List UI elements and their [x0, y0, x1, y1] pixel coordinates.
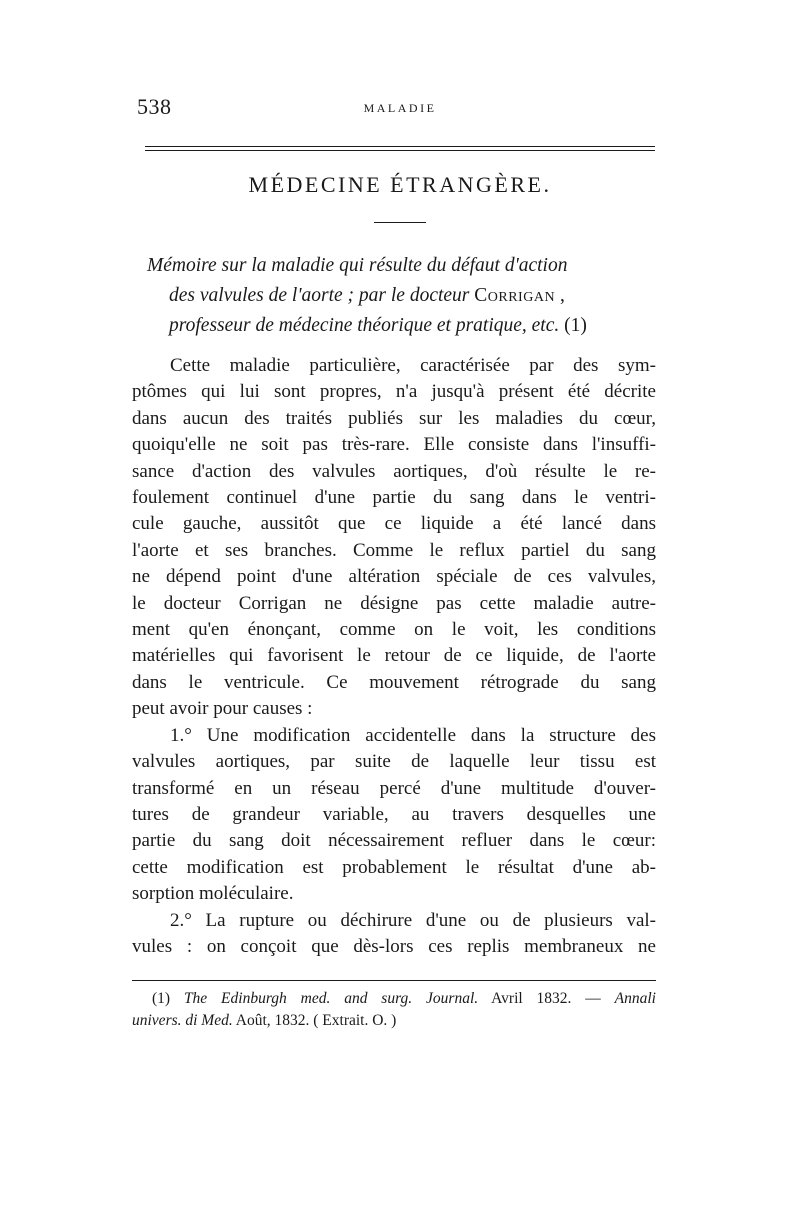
footnote-date-1: Avril 1832. — — [478, 990, 615, 1007]
running-head-title: MALADIE — [363, 101, 437, 115]
article-heading-line-3-text: professeur de médecine théorique et pratique, etc. — [169, 315, 560, 336]
body-line: cette modification est probablement le résultat d'une ab- — [132, 856, 656, 878]
annali-title-end: univers. di Med. — [132, 1012, 233, 1029]
footnote-line-2 — [132, 1010, 656, 1032]
body-line: dans le ventricule. Ce mouvement rétrograde du sang — [132, 671, 656, 693]
body-line: matérielles qui favorisent le retour de ce liquide, de l'aorte — [132, 645, 656, 667]
article-heading-line-1: Mémoire sur la maladie qui résulte du défaut d'action — [147, 255, 568, 276]
footnote-line-1 — [132, 988, 656, 1010]
body-line: sorption moléculaire. — [132, 883, 294, 905]
footnote-marker: (1) — [152, 990, 184, 1007]
body-line: l'aorte et ses branches. Comme le reflux partiel du sang — [132, 539, 656, 561]
body-line: dans aucun des traités publiés sur les maladies du cœur, — [132, 407, 656, 429]
footnote-date-2: Août, 1832. ( Extrait. O. ) — [232, 1012, 397, 1029]
body-line: valvules aortiques, par suite de laquelle leur tissu est — [132, 751, 656, 773]
article-heading — [147, 251, 667, 341]
body-line: ne dépend point d'une altération spéciale de ces valvules, — [132, 566, 656, 588]
body-line: Cette maladie particulière, caractérisée par des sym- — [170, 355, 656, 376]
footnote-reference: (1) — [559, 315, 587, 336]
header-double-rule — [145, 146, 655, 151]
body-line: ptômes qui lui sont propres, n'a jusqu'à présent été décrite — [132, 381, 656, 403]
body-line: peut avoir pour causes : — [132, 698, 313, 720]
body-line: transformé en un réseau percé d'une multitude d'ouver- — [132, 777, 656, 799]
body-line: quoiqu'elle ne soit pas très-rare. Elle consiste dans l'insuffi- — [132, 434, 656, 456]
journal-title: The Edinburgh med. and surg. Journal. — [183, 990, 479, 1007]
body-line: partie du sang doit nécessairement refluer dans le cœur: — [132, 830, 656, 852]
author-name: Corrigan — [474, 285, 556, 306]
page-number: 538 — [137, 94, 172, 119]
title-rule — [374, 222, 426, 223]
body-line: ment qu'en énonçant, comme on le voit, les conditions — [132, 619, 656, 641]
article-heading-line-2-text: des valvules de l'aorte ; par le docteur — [169, 285, 475, 306]
body-line: cule gauche, aussitôt que ce liquide a été lancé dans — [132, 513, 656, 535]
body-line: le docteur Corrigan ne désigne pas cette maladie autre- — [132, 592, 656, 614]
body-line: foulement continuel d'une partie du sang dans le ventri- — [132, 487, 656, 509]
body-text — [132, 353, 656, 960]
body-line: 1.° Une modification accidentelle dans la structure des — [170, 724, 656, 746]
body-line: tures de grandeur variable, au travers desquelles une — [132, 803, 656, 825]
footnote-rule — [132, 980, 656, 981]
article-heading-line-2 — [147, 281, 667, 311]
article-heading-line-3 — [147, 311, 667, 341]
annali-title-start: Annali — [614, 990, 656, 1007]
body-line: vules : on conçoit que dès-lors ces replis membraneux ne — [132, 935, 656, 957]
body-line: sance d'action des valvules aortiques, d'où résulte le re- — [132, 460, 656, 482]
article-heading-line-2-comma: , — [555, 285, 565, 306]
body-line: 2.° La rupture ou déchirure d'une ou de plusieurs val- — [170, 909, 656, 931]
footnote — [132, 988, 656, 1032]
section-title: MÉDECINE ÉTRANGÈRE. — [248, 172, 552, 197]
